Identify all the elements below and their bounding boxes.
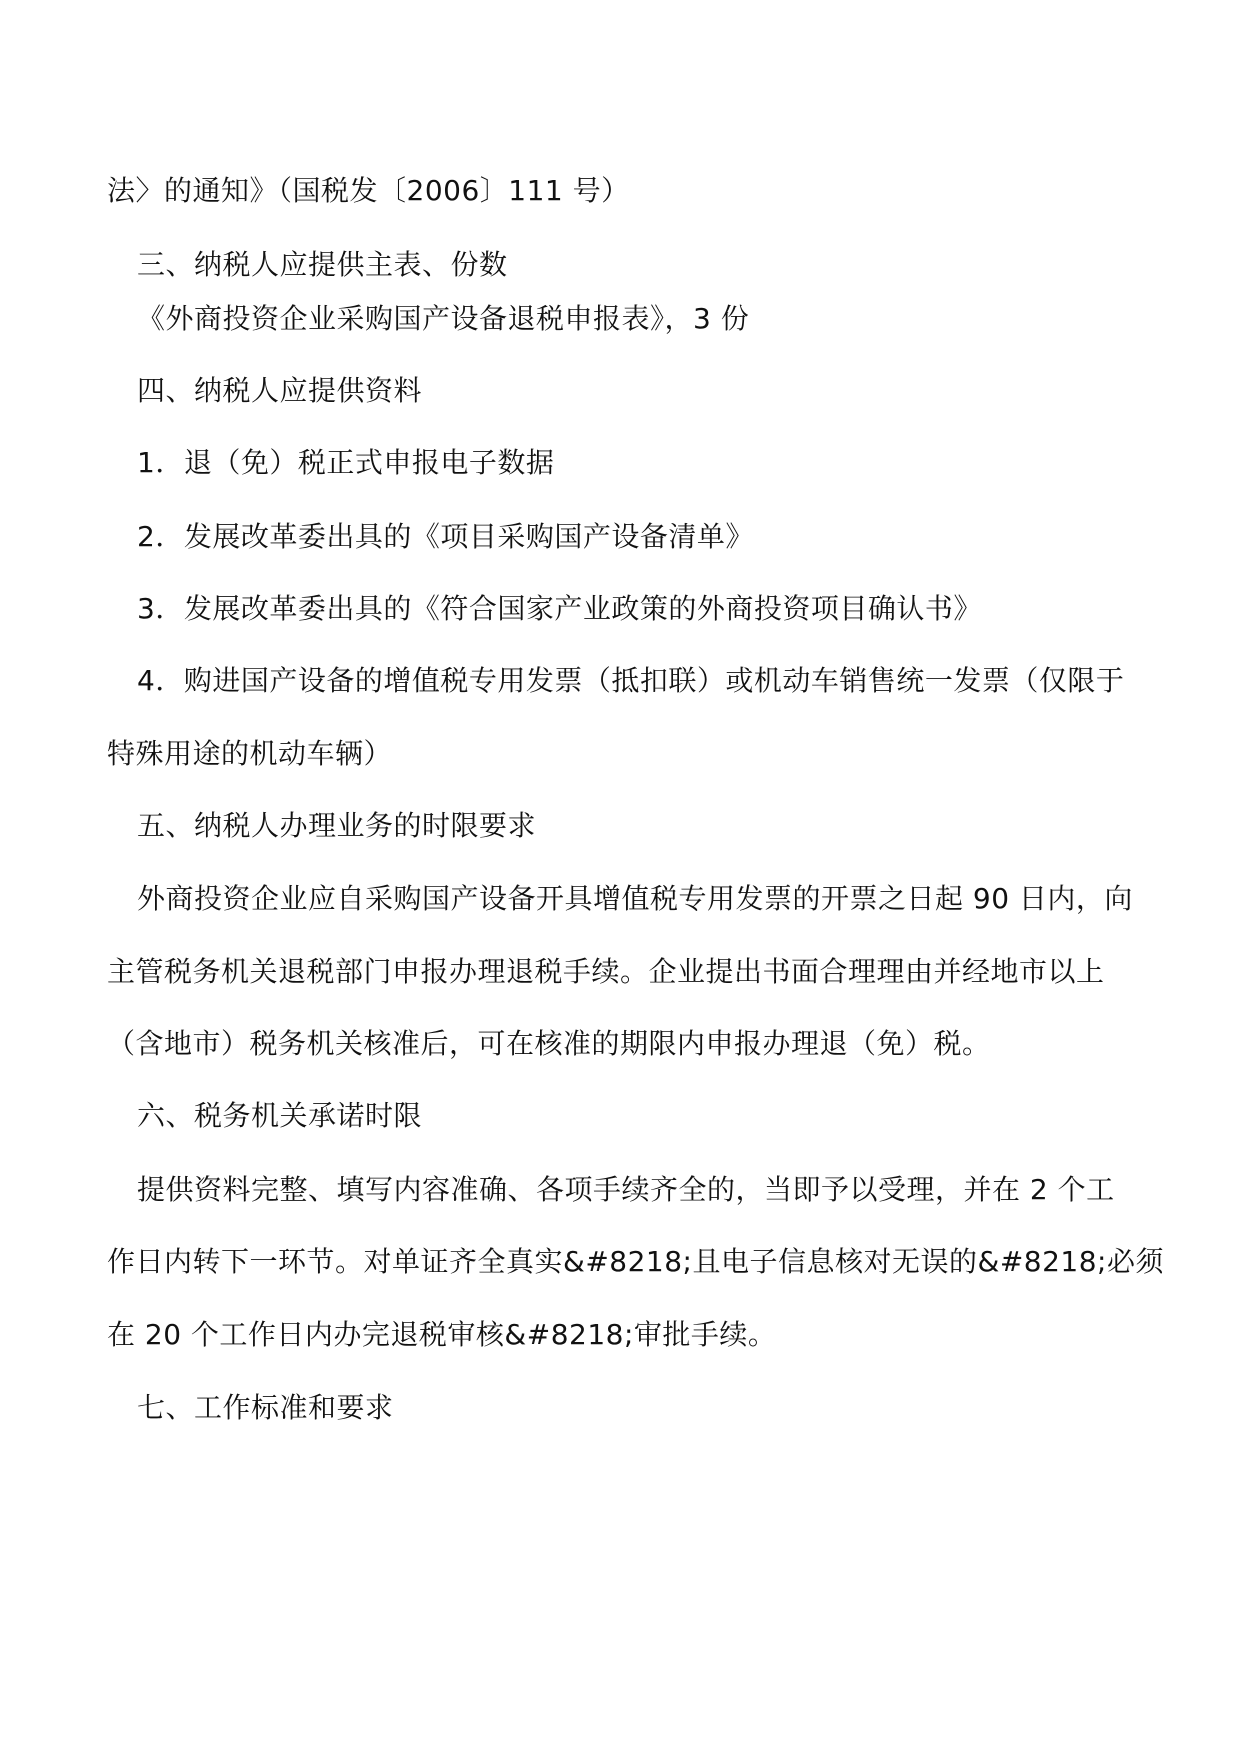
section-heading: 六、税务机关承诺时限 <box>137 1099 423 1132</box>
text-line: 法〉的通知》（国税发〔2006〕111 号） <box>107 174 630 207</box>
section-heading: 七、工作标准和要求 <box>137 1391 394 1424</box>
list-item: 4．购进国产设备的增值税专用发票（抵扣联）或机动车销售统一发票（仅限于 <box>137 664 1125 697</box>
list-item: 3．发展改革委出具的《符合国家产业政策的外商投资项目确认书》 <box>137 592 982 625</box>
section-heading: 三、纳税人应提供主表、份数 <box>137 248 508 281</box>
text-line: 特殊用途的机动车辆） <box>107 737 393 770</box>
section-heading: 四、纳税人应提供资料 <box>137 374 423 407</box>
text-line: （含地市）税务机关核准后，可在核准的期限内申报办理退（免）税。 <box>107 1027 991 1060</box>
text-line: 《外商投资企业采购国产设备退税申报表》，3 份 <box>137 302 750 335</box>
text-line: 外商投资企业应自采购国产设备开具增值税专用发票的开票之日起 90 日内，向 <box>137 882 1133 915</box>
text-line: 主管税务机关退税部门申报办理退税手续。企业提出书面合理理由并经地市以上 <box>107 955 1105 988</box>
list-item: 2．发展改革委出具的《项目采购国产设备清单》 <box>137 520 754 553</box>
section-heading: 五、纳税人办理业务的时限要求 <box>137 809 537 842</box>
text-line: 作日内转下一环节。对单证齐全真实&#8218;且电子信息核对无误的&#8218;必须 <box>107 1245 1164 1278</box>
list-item: 1．退（免）税正式申报电子数据 <box>137 446 555 479</box>
text-line: 提供资料完整、填写内容准确、各项手续齐全的，当即予以受理，并在 2 个工 <box>137 1173 1115 1206</box>
text-line: 在 20 个工作日内办完退税审核&#8218;审批手续。 <box>107 1318 777 1351</box>
